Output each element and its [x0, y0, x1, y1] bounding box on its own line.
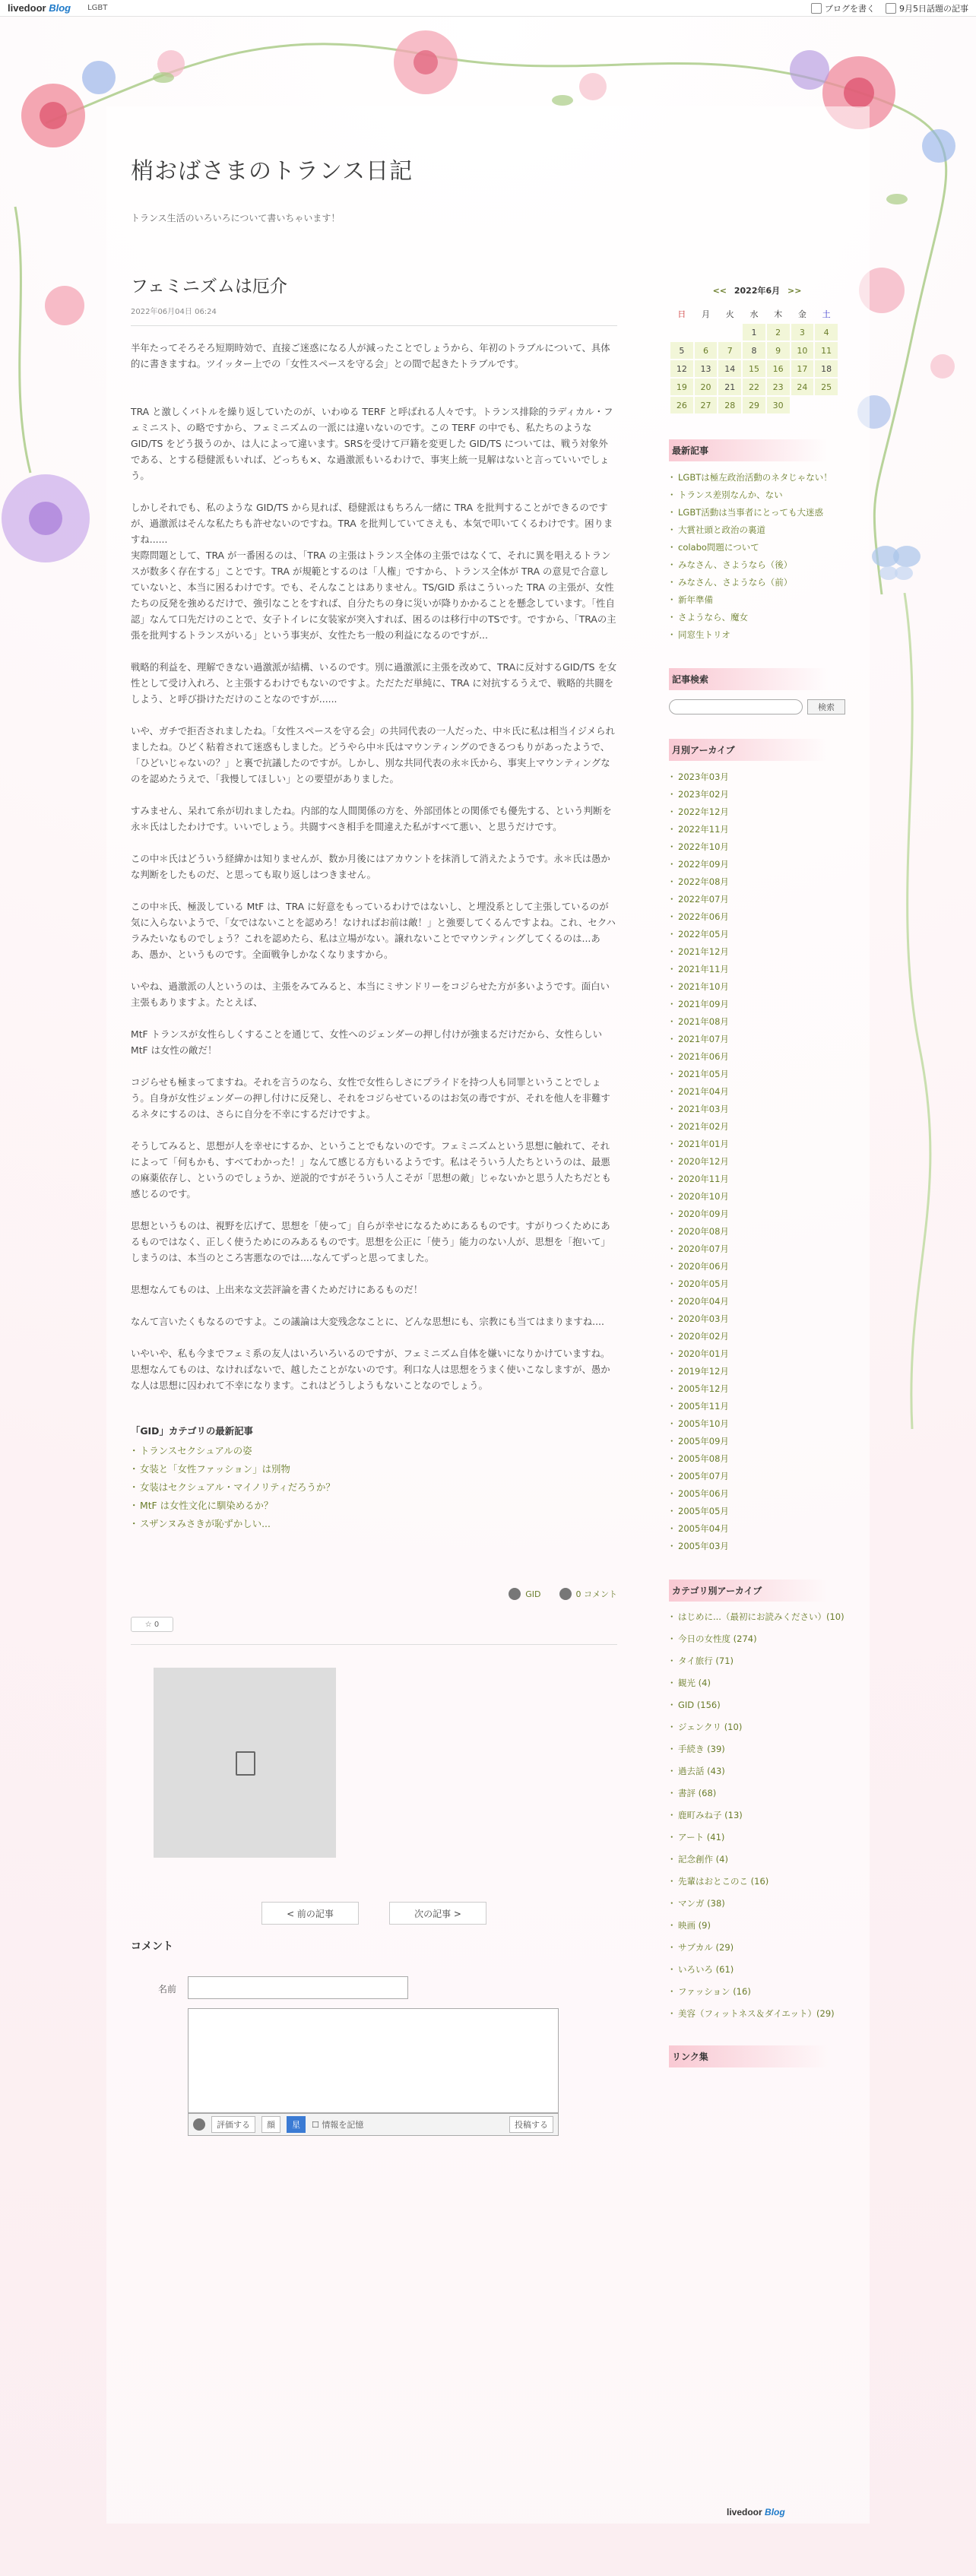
blog-title[interactable]: 梢おばさまのトランス日記	[131, 158, 414, 185]
calendar-day[interactable]: 23	[767, 379, 790, 395]
calendar-day[interactable]: 24	[791, 379, 814, 395]
livedoor-topbar	[0, 0, 976, 17]
pencil-icon	[811, 3, 822, 14]
article-pager	[131, 1902, 617, 1925]
archive-month-link[interactable]: ・ 2005年03月	[669, 1538, 845, 1555]
archive-month-link[interactable]: ・ 2020年06月	[669, 1258, 845, 1275]
category-heading: カテゴリ別アーカイブ	[669, 1580, 845, 1602]
archive-month-link[interactable]: ・ 2005年12月	[669, 1380, 845, 1398]
article-paragraph: いやね、過激派の人というのは、主張をみてみると、本当にミサンドリーをコジらせた方が多いようです。面白い主張もありますよ。たとえば、	[131, 981, 610, 1008]
category-archive-link[interactable]: ・ マンガ (38)	[669, 1896, 845, 1911]
category-archive-link[interactable]: ・ 過去話 (43)	[669, 1763, 845, 1779]
article-paragraph: すみません、呆れて糸が切れましたね。内部的な人間関係の方を、外部団体との関係でも優先する、という判断を永＊氏はしたわけです。いいでしょう。共闘すべき相手を間違えた私がすべて悪い、と思うだけです。	[131, 805, 612, 832]
recent-article-link[interactable]: ・ 大賞社頭と政治の裏道	[669, 521, 845, 539]
archive-list	[669, 768, 845, 1555]
archive-month-link[interactable]: ・ 2022年07月	[669, 891, 845, 908]
calendar-day	[718, 324, 741, 341]
folder-icon	[509, 1588, 521, 1600]
archive-month-link[interactable]: ・ 2021年11月	[669, 961, 845, 978]
article-paragraph: なんて言いたくもなるのですよ。この議論は大変残念なことに、どんな思想にも、宗教にも当てはまりますね....	[131, 1316, 604, 1327]
star-button[interactable]: 星	[287, 2116, 306, 2133]
recent-article-link[interactable]: ・ みなさん、さようなら（後）	[669, 556, 845, 574]
calendar-day[interactable]: 7	[718, 342, 741, 359]
category-archive-link[interactable]: ・ 鹿町みね子 (13)	[669, 1808, 845, 1823]
archive-month-link[interactable]: ・ 2022年12月	[669, 803, 845, 821]
related-article-link[interactable]: ・ 女装はセクシュアル・マイノリティだろうか？	[131, 1478, 617, 1497]
next-article-button[interactable]: 次の記事 >	[389, 1902, 486, 1925]
calendar-day[interactable]: 10	[791, 342, 814, 359]
calendar-day[interactable]: 2	[767, 324, 790, 341]
article-paragraph: TRA と激しくバトルを繰り返していたのが、いわゆる TERF と呼ばれる人々です。トランス排除的ラディカル・フェミニスト、の略ですから、フェミニズムの一派には違いないのです。この TERF の中でも、私たちのような GID/TS をどう扱うのか、は人によって違います。SRSを受けて戸籍を変更した GID/TS については、戦う対象外である、とする穏健派もいれば、どっちも×、な過激派もいるわけで、事実上統一見解はないと言っていいでしょう。	[131, 406, 613, 481]
article-paragraph: この中＊氏はどういう経緯かは知りませんが、数か月後にはアカウントを抹消して消えたようです。永＊氏は愚かな判断をしたものだ、と思っても取り返しはつきません。	[131, 853, 610, 880]
calendar-day[interactable]: 22	[743, 379, 765, 395]
category-archive-link[interactable]: ・ 記念創作 (4)	[669, 1852, 845, 1867]
related-heading: 「GID」カテゴリの最新記事	[131, 1425, 253, 1437]
prev-article-button[interactable]: < 前の記事	[261, 1902, 359, 1925]
main-column	[131, 272, 617, 2143]
search-heading: 記事検索	[669, 668, 845, 690]
butterfly-decoration	[870, 540, 924, 585]
article-paragraph: いや、ガチで拒否されましたね。「女性スペースを守る会」の共同代表の一人だった、中＊氏に私は相当イジメられましたね。ひどく粘着されて迷惑もしました。どうやら中＊氏はマウンティングのできるつもりがあったようで、「ひどいじゃないの？」と裏で抗議したのですが。しかし、別な共同代表の永＊氏から、事実上マウンティングなのを認めたうえで、「我慢してほしい」との要望がありました。	[131, 725, 615, 784]
search-row	[669, 699, 845, 714]
write-blog-link[interactable]: ブログを書く	[811, 2, 875, 14]
recent-article-link[interactable]: ・ colabo問題について	[669, 539, 845, 556]
comment-link[interactable]: 0 コメント	[559, 1588, 618, 1600]
broken-image-icon	[236, 1751, 255, 1776]
calendar-icon	[886, 3, 896, 14]
archive-month-link[interactable]: ・ 2020年11月	[669, 1171, 845, 1188]
category-archive-link[interactable]: ・ 先輩はおとこのこ (16)	[669, 1874, 845, 1889]
article-paragraph: いやいや、私も今までフェミ系の友人はいろいろいるのですが、フェミニズム自体を嫌いになりかけていますね。思想なんてものは、なければないで、越したことがないのです。利口な人は思想をうまく使いこなしますが、愚かな人は思想に囚われて不幸になります。これはどうしようもないことなのでしょう。	[131, 1348, 610, 1391]
calendar-next-link[interactable]: >>	[787, 286, 802, 296]
calendar-weekday: 木	[774, 309, 783, 319]
category-archive-link[interactable]: ・ サブカル (29)	[669, 1940, 845, 1955]
archive-month-link[interactable]: ・ 2021年09月	[669, 996, 845, 1013]
comment-toolbar	[188, 2113, 559, 2136]
recent-article-link[interactable]: ・ 新年準備	[669, 591, 845, 609]
article-paragraph: 半年たってそろそろ短期時効で、直接ご迷惑になる人が減ったことでしょうから、年初のトラブルについて、具体的に書きますね。ツイッター上での「女性スペースを守る会」との間で起きたトラブルです。	[131, 342, 610, 369]
archive-month-link[interactable]: ・ 2022年06月	[669, 908, 845, 926]
archive-month-link[interactable]: ・ 2020年03月	[669, 1310, 845, 1328]
archive-month-link[interactable]: ・ 2021年08月	[669, 1013, 845, 1031]
name-label: 名前	[158, 1984, 177, 1995]
archive-month-link[interactable]: ・ 2022年08月	[669, 873, 845, 891]
archive-month-link[interactable]: ・ 2022年10月	[669, 838, 845, 856]
rate-select[interactable]: 評価する	[211, 2116, 255, 2133]
calendar-day[interactable]: 17	[791, 360, 814, 377]
calendar-day[interactable]: 3	[791, 324, 814, 341]
vine-decoration	[874, 593, 950, 1429]
calendar-weekday: 金	[797, 309, 806, 319]
related-article-link[interactable]: ・ スザンヌみさきが恥ずかしい...	[131, 1515, 617, 1533]
article-paragraph: 思想というものは、視野を広げて、思想を「使って」自らが幸せになるためにあるものです。すがりつくためにあるものではなく、正しく使うためにのみあるものです。思想を公正に「使う」能力のない人が、思想を「抱いて」しまうのは、本当のところ害悪なのでは....なんてずっと思ってました。	[131, 1220, 610, 1263]
topics-link[interactable]: 9月5日話題の記事	[886, 2, 968, 14]
article-paragraph: そうしてみると、思想が人を幸せにするか、ということでもないのです。フェミニズムという思想に触れて、それによって「何もかも、すべてわかった！」なんて感じる方もいるようです。私はそういう人たちというのは、最悪の麻薬依存し、というのでしょうか、逆説的ですがそういう人こそが「思想の敵」じゃないかと思う人たちだとも感じるのです。	[131, 1140, 611, 1199]
archive-month-link[interactable]: ・ 2020年02月	[669, 1328, 845, 1345]
divider	[131, 1644, 617, 1645]
calendar-prev-link[interactable]: <<	[712, 286, 727, 296]
face-button[interactable]: 顔	[261, 2116, 280, 2133]
calendar-day[interactable]: 30	[767, 397, 790, 413]
archive-month-link[interactable]: ・ 2021年10月	[669, 978, 845, 996]
calendar-day: 13	[695, 360, 718, 377]
related-articles	[131, 1424, 617, 1533]
archive-month-link[interactable]: ・ 2005年06月	[669, 1485, 845, 1503]
calendar-title: 2022年6月	[734, 286, 781, 296]
remember-checkbox[interactable]: ☐ 情報を記憶	[312, 2120, 364, 2130]
archive-month-link[interactable]: ・ 2005年08月	[669, 1450, 845, 1468]
recent-article-link[interactable]: ・ みなさん、さようなら（前）	[669, 574, 845, 591]
calendar-day[interactable]: 19	[670, 379, 693, 395]
archive-month-link[interactable]: ・ 2005年10月	[669, 1415, 845, 1433]
archive-month-link[interactable]: ・ 2023年02月	[669, 786, 845, 803]
recent-article-link[interactable]: ・ LGBTは極左政治活動のネタじゃない！	[669, 469, 845, 486]
calendar-weekday: 火	[725, 309, 734, 319]
archive-month-link[interactable]: ・ 2020年09月	[669, 1206, 845, 1223]
archive-month-link[interactable]: ・ 2021年02月	[669, 1118, 845, 1136]
category-archive-link[interactable]: ・ 今日の女性度 (274)	[669, 1631, 845, 1646]
category-archive-link[interactable]: ・ ファッション (16)	[669, 1984, 845, 1999]
article-footer	[131, 1588, 617, 1600]
archive-month-link[interactable]: ・ 2005年09月	[669, 1433, 845, 1450]
archive-month-link[interactable]: ・ 2020年07月	[669, 1240, 845, 1258]
article-paragraph: MtF トランスが女性らしくすることを通じて、女性へのジェンダーの押し付けが強まるだけだから、女性らしい MtF は女性の敵だ！	[131, 1028, 602, 1056]
category-link[interactable]: GID	[509, 1588, 540, 1600]
article-paragraph: この中＊氏、極汲している MtF は、TRA に好意をもっているわけではないし、と埋没系として主張しているのが気に入らないようで、「女ではないことを認めろ！なければお前は敵！」と強要してくるんですよね。これ、セクハラみたいなものでしょう？これを認めたら、私は立場がない。譲れないことでマウンティングしてくるのは...ああ、愚か、というものです。全面戦争しかなくなりますから。	[131, 901, 616, 960]
calendar-day: 14	[718, 360, 741, 377]
emoji-icon[interactable]	[193, 2118, 205, 2131]
article-date: 2022年06月04日 06:24	[131, 305, 617, 326]
comment-heading: コメント	[131, 1941, 173, 1953]
name-field[interactable]	[188, 1976, 408, 1999]
calendar-day[interactable]: 28	[718, 397, 741, 413]
calendar-day[interactable]: 27	[695, 397, 718, 413]
related-list	[131, 1442, 617, 1533]
like-button[interactable]: ☆ 0	[131, 1617, 173, 1632]
calendar-weekday: 水	[749, 309, 759, 319]
recent-heading: 最新記事	[669, 439, 845, 461]
recent-article-link[interactable]: ・ トランス差別なんか、ない	[669, 486, 845, 504]
search-input[interactable]	[669, 699, 803, 714]
archive-month-link[interactable]: ・ 2022年11月	[669, 821, 845, 838]
links-heading: リンク集	[669, 2045, 845, 2067]
blog-description: トランス生活のいろいろについて書いちゃいます！	[131, 213, 341, 223]
category-archive-link[interactable]: ・ 映画 (9)	[669, 1918, 845, 1933]
category-archive-link[interactable]: ・ タイ旅行 (71)	[669, 1653, 845, 1668]
archive-month-link[interactable]: ・ 2020年01月	[669, 1345, 845, 1363]
archive-month-link[interactable]: ・ 2022年09月	[669, 856, 845, 873]
calendar-day	[815, 397, 838, 413]
related-article-link[interactable]: ・ トランスセクシュアルの姿	[131, 1442, 617, 1460]
comment-textarea[interactable]	[188, 2008, 559, 2113]
archive-month-link[interactable]: ・ 2005年11月	[669, 1398, 845, 1415]
archive-month-link[interactable]: ・ 2021年07月	[669, 1031, 845, 1048]
calendar-day[interactable]: 15	[743, 360, 765, 377]
recent-list	[669, 469, 845, 644]
category-archive-link[interactable]: ・ GID (156)	[669, 1697, 845, 1713]
category-list	[669, 1609, 845, 2021]
archive-month-link[interactable]: ・ 2005年05月	[669, 1503, 845, 1520]
comment-icon	[559, 1588, 572, 1600]
category-archive-link[interactable]: ・ はじめに...（最初にお読みください）(10)	[669, 1609, 845, 1624]
calendar-weekday: 月	[702, 309, 711, 319]
recent-article-link[interactable]: ・ LGBT活動は当事者にとっても大迷惑	[669, 504, 845, 521]
calendar-day: 21	[718, 379, 741, 395]
archive-month-link[interactable]: ・ 2021年06月	[669, 1048, 845, 1066]
livedoor-logo[interactable]: livedoor Blog	[8, 2, 71, 14]
calendar-weekday: 日	[677, 309, 686, 319]
category-archive-link[interactable]: ・ 書評 (68)	[669, 1785, 845, 1801]
calendar-day[interactable]: 26	[670, 397, 693, 413]
category-archive-link[interactable]: ・ いろいろ (61)	[669, 1962, 845, 1977]
article-paragraph: しかしそれでも、私のような GID/TS から見れば、穏健派はもちろん一緒に TRA を批判することができるのですが、過激派はそんな私たちも許せないのですね。TRA を批判していてさえも、本気で叩いてくるわけです。困りますね...... 実際問題として、TRA が一番困るのは、「TRA の主張はトランス全体の主張ではなくて、それに異を唱えるトランスが数多く存在する」ことです。TRA が規範とするのは「人権」ですから、トランス全体が TRA の意見で合意していないと、本当に困るわけです。でも、そんなことはありません。TS/GID 系はこういった TRA の主張が、女性たちの反発を強めるだけで、強引なことをすれば、自分たちの身に災いが降りかかることを懸念しています。「性自認」なんて口先だけのことで、女子トイレに女装家が突入すれば、困るのは移行中のTSです。ですから、「TRAの主張を批判するトランスがいる」という事実が、女性たち一般の利益になるのですが...	[131, 502, 616, 641]
footer-logo[interactable]: livedoor Blog	[727, 2507, 785, 2517]
calendar	[669, 304, 839, 415]
related-article-link[interactable]: ・ 女装と「女性ファッション」は別物	[131, 1460, 617, 1478]
calendar-day[interactable]: 16	[767, 360, 790, 377]
article-body	[131, 340, 617, 1393]
calendar-day[interactable]: 11	[815, 342, 838, 359]
archive-month-link[interactable]: ・ 2005年07月	[669, 1468, 845, 1485]
topbar-tag[interactable]: LGBT	[87, 4, 108, 12]
archive-month-link[interactable]: ・ 2022年05月	[669, 926, 845, 943]
category-archive-link[interactable]: ・ ジェンクリ (10)	[669, 1719, 845, 1735]
calendar-day[interactable]: 9	[767, 342, 790, 359]
archive-month-link[interactable]: ・ 2020年08月	[669, 1223, 845, 1240]
calendar-weekday: 土	[822, 309, 831, 319]
category-archive-link[interactable]: ・ 手続き (39)	[669, 1741, 845, 1757]
category-archive-link[interactable]: ・ アート (41)	[669, 1830, 845, 1845]
archive-month-link[interactable]: ・ 2019年12月	[669, 1363, 845, 1380]
recent-article-link[interactable]: ・ さようなら、魔女	[669, 609, 845, 626]
archive-month-link[interactable]: ・ 2020年12月	[669, 1153, 845, 1171]
category-archive-link[interactable]: ・ 観光 (4)	[669, 1675, 845, 1690]
related-article-link[interactable]: ・ MtF は女性文化に馴染めるか？	[131, 1497, 617, 1515]
calendar-day: 1	[743, 324, 765, 341]
archive-month-link[interactable]: ・ 2020年10月	[669, 1188, 845, 1206]
calendar-day	[670, 324, 693, 341]
calendar-header	[669, 284, 845, 296]
article-paragraph: 戦略的利益を、理解できない過激派が結構、いるのです。別に過激派に主張を改めて、TRAに反対するGID/TS を女性として受け入れろ、と主張するわけでもないのですよ。ただただ単純に、TRA に対抗するうえで、戦略的共闘をしよう、と呼び掛けただけのことなのですが......	[131, 661, 617, 705]
calendar-day: 18	[815, 360, 838, 377]
calendar-day[interactable]: 29	[743, 397, 765, 413]
article-paragraph: 思想なんてものは、上出来な文芸評論を書くためだけにあるものだ！	[131, 1284, 423, 1295]
calendar-day	[695, 324, 718, 341]
archive-month-link[interactable]: ・ 2021年01月	[669, 1136, 845, 1153]
archive-month-link[interactable]: ・ 2021年12月	[669, 943, 845, 961]
calendar-day[interactable]: 4	[815, 324, 838, 341]
archive-month-link[interactable]: ・ 2021年03月	[669, 1101, 845, 1118]
archive-month-link[interactable]: ・ 2021年04月	[669, 1083, 845, 1101]
archive-month-link[interactable]: ・ 2005年04月	[669, 1520, 845, 1538]
archive-heading: 月別アーカイブ	[669, 739, 845, 761]
broken-image	[154, 1668, 336, 1858]
category-archive-link[interactable]: ・ 美容（フィットネス＆ダイエット）(29)	[669, 2006, 845, 2021]
archive-month-link[interactable]: ・ 2023年03月	[669, 768, 845, 786]
calendar-day: 12	[670, 360, 693, 377]
submit-comment-button[interactable]: 投稿する	[509, 2116, 553, 2133]
article-title[interactable]: フェミニズムは厄介	[131, 277, 287, 296]
comment-form	[131, 1976, 617, 2143]
article-paragraph: コジらせも極まってますね。それを言うのなら、女性で女性らしさにプライドを持つ人も同罪ということでしょう。自身が女性ジェンダーの押し付けに反発し、それをコジらせているのはお気の毒ですが、それを他人を非難するネタにするのは、さらに自分を不幸にするだけですよ。	[131, 1076, 610, 1120]
calendar-day	[791, 397, 814, 413]
sidebar	[669, 284, 845, 2067]
archive-month-link[interactable]: ・ 2020年04月	[669, 1293, 845, 1310]
calendar-day[interactable]: 6	[695, 342, 718, 359]
recent-article-link[interactable]: ・ 同窓生トリオ	[669, 626, 845, 644]
search-button[interactable]: 検索	[807, 699, 845, 714]
calendar-day: 8	[743, 342, 765, 359]
archive-month-link[interactable]: ・ 2020年05月	[669, 1275, 845, 1293]
calendar-day[interactable]: 20	[695, 379, 718, 395]
archive-month-link[interactable]: ・ 2021年05月	[669, 1066, 845, 1083]
calendar-day: 5	[670, 342, 693, 359]
calendar-day[interactable]: 25	[815, 379, 838, 395]
